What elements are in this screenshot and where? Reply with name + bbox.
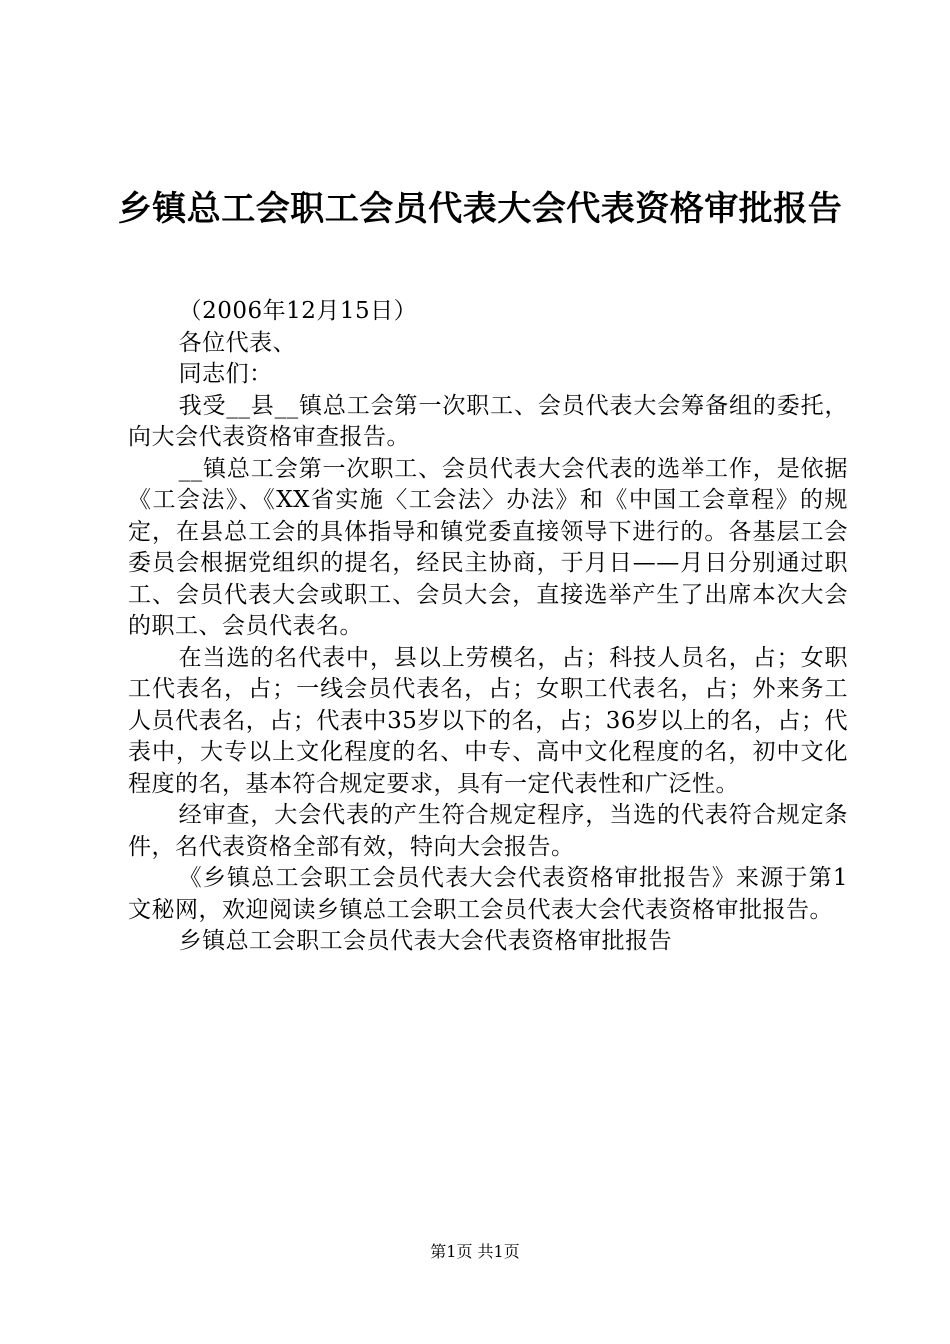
closing-title-line: 乡镇总工会职工会员代表大会代表资格审批报告 — [178, 928, 673, 954]
body-paragraph: 经审查，大会代表的产生符合规定程序，当选的代表符合规定条件，名代表资格全部有效，特向大会报告。 — [128, 802, 848, 860]
document-body — [128, 296, 848, 958]
body-paragraph: 在当选的名代表中，县以上劳模名，占；科技人员名，占；女职工代表名，占；一线会员代表名，占；女职工代表名，占；外来务工人员代表名，占；代表中35岁以下的名，占；36岁以上的名，占；代表中，大专以上文化程度的名、中专、高中文化程度的名，初中文化程度的名，基本符合规定要求，具有一定代表性和广泛性。 — [128, 644, 848, 797]
source-paragraph: 《乡镇总工会职工会员代表大会代表资格审批报告》来源于第1文秘网，欢迎阅读乡镇总工会职工会员代表大会代表资格审批报告。 — [128, 865, 848, 923]
document-title: 乡镇总工会职工会员代表大会代表资格审批报告 — [117, 189, 843, 229]
salutation-line: 各位代表、 — [178, 329, 297, 356]
page-footer: 第1页 共1页 — [430, 1242, 520, 1261]
body-paragraph: 我受__县__镇总工会第一次职工、会员代表大会筹备组的委托，向大会代表资格审查报告。 — [128, 392, 848, 450]
date-line: （2006年12月15日） — [178, 298, 418, 324]
body-paragraph: __镇总工会第一次职工、会员代表大会代表的选举工作，是依据《工会法》、《XX省实施〈工会法〉办法》和《中国工会章程》的规定，在县总工会的具体指导和镇党委直接领导下进行的。各基层工会委员会根据党组织的提名，经民主协商，于月日——月日分别通过职工、会员代表大会或职工、会员大会，直接选举产生了出席本次大会的职工、会员代表名。 — [128, 455, 848, 639]
salutation-line: 同志们： — [178, 361, 273, 387]
